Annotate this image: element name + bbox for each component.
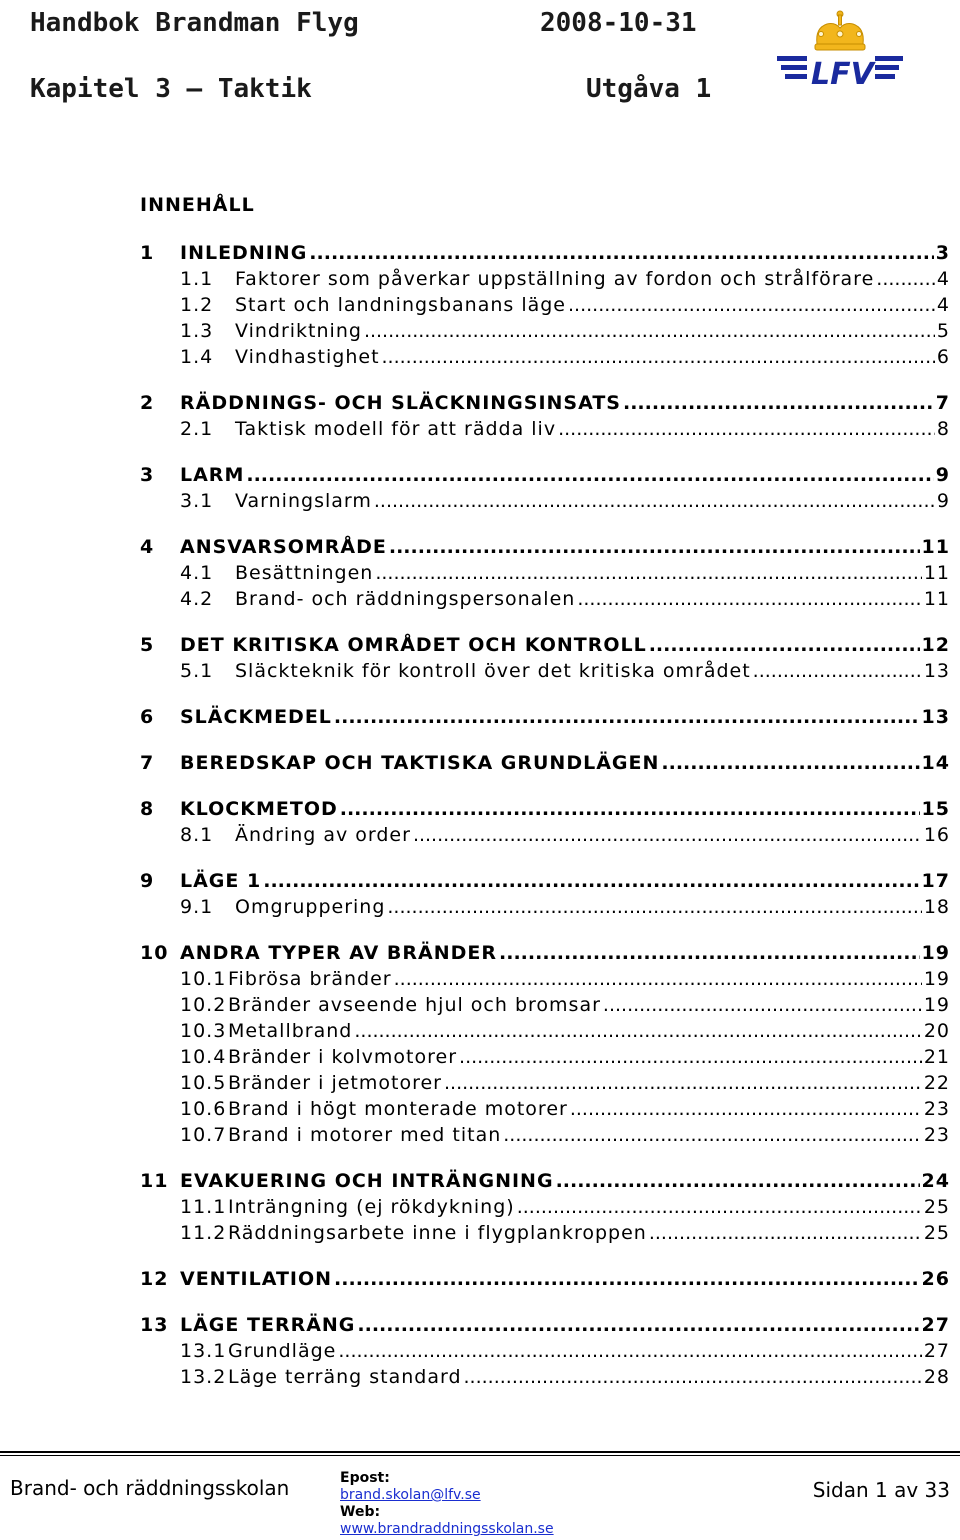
toc-entry-number: 10.5 xyxy=(180,1072,227,1094)
toc-entry-title: Vindhastighet xyxy=(235,346,380,368)
toc-leader-dots xyxy=(387,894,921,920)
toc-leader-dots xyxy=(263,868,919,894)
toc-entry-title: Start och landningsbanans läge xyxy=(235,294,566,316)
toc-entry-number: 1.1 xyxy=(180,268,214,290)
toc-entry[interactable] xyxy=(140,658,950,684)
toc-heading: INNEHÅLL xyxy=(140,194,255,216)
toc-entry[interactable] xyxy=(140,822,950,848)
toc-entry-title: EVAKUERING OCH INTRÄNGNING xyxy=(180,1170,554,1192)
toc-entry[interactable] xyxy=(140,992,950,1018)
toc-entry[interactable] xyxy=(140,416,950,442)
toc-entry-title: LÄGE 1 xyxy=(180,870,262,892)
toc-entry-title: ANDRA TYPER AV BRÄNDER xyxy=(180,942,498,964)
toc-entry-number: 1.3 xyxy=(180,320,214,342)
toc-entry-page: 11 xyxy=(923,588,950,610)
toc-entry-page: 26 xyxy=(921,1268,950,1290)
toc-leader-dots xyxy=(649,1220,922,1246)
toc-entry-page: 20 xyxy=(923,1020,950,1042)
toc-entry[interactable] xyxy=(140,1168,950,1194)
toc-entry-title: Bränder i kolvmotorer xyxy=(228,1046,458,1068)
toc-entry[interactable] xyxy=(140,894,950,920)
toc-entry-title: Bränder avseende hjul och bromsar xyxy=(228,994,601,1016)
toc-entry-title: LÄGE TERRÄNG xyxy=(180,1314,356,1336)
toc-leader-dots xyxy=(464,1364,922,1390)
toc-entry-number: 4 xyxy=(140,536,155,558)
svg-text:LFV: LFV xyxy=(811,57,874,92)
toc-entry-page: 24 xyxy=(921,1170,950,1192)
toc-entry-number: 4.1 xyxy=(180,562,214,584)
toc-entry-title: INLEDNING xyxy=(180,242,308,264)
toc-entry[interactable] xyxy=(140,344,950,370)
toc-leader-dots xyxy=(375,560,921,586)
toc-entry-number: 10.1 xyxy=(180,968,227,990)
toc-entry-number: 13.2 xyxy=(180,1366,227,1388)
toc-entry-page: 5 xyxy=(936,320,950,342)
toc-entry[interactable] xyxy=(140,390,950,416)
toc-entry[interactable] xyxy=(140,1018,950,1044)
toc-entry-title: Besättningen xyxy=(235,562,374,584)
toc-leader-dots xyxy=(556,1168,920,1194)
toc-entry[interactable] xyxy=(140,632,950,658)
toc-entry-page: 17 xyxy=(921,870,950,892)
toc-entry-title: Grundläge xyxy=(228,1340,337,1362)
toc-entry-number: 3 xyxy=(140,464,155,486)
toc-entry-page: 4 xyxy=(936,294,950,316)
toc-entry-title: Brand i högt monterade motorer xyxy=(228,1098,568,1120)
toc-entry-title: Faktorer som påverkar uppställning av fordon och strålförare xyxy=(235,268,875,290)
toc-entry-title: BEREDSKAP OCH TAKTISKA GRUNDLÄGEN xyxy=(180,752,660,774)
toc-entry[interactable] xyxy=(140,586,950,612)
toc-entry-number: 4.2 xyxy=(180,588,214,610)
toc-entry-page: 23 xyxy=(923,1124,950,1146)
toc-entry-number: 10.7 xyxy=(180,1124,227,1146)
toc-entry-number: 1 xyxy=(140,242,155,264)
toc-entry-page: 25 xyxy=(923,1196,950,1218)
toc-leader-dots xyxy=(568,292,935,318)
toc-entry-number: 7 xyxy=(140,752,155,774)
toc-leader-dots xyxy=(389,534,920,560)
toc-entry[interactable] xyxy=(140,462,950,488)
toc-entry[interactable] xyxy=(140,560,950,586)
toc-entry-title: Metallbrand xyxy=(228,1020,353,1042)
toc-entry-number: 10.3 xyxy=(180,1020,227,1042)
toc-leader-dots xyxy=(382,344,935,370)
toc-leader-dots xyxy=(753,658,922,684)
toc-entry-page: 13 xyxy=(923,660,950,682)
toc-entry-number: 1.2 xyxy=(180,294,214,316)
toc-entry-page: 22 xyxy=(923,1072,950,1094)
footer-school-name: Brand- och räddningsskolan xyxy=(10,1476,290,1500)
toc-entry[interactable] xyxy=(140,1220,950,1246)
toc-leader-dots xyxy=(517,1194,922,1220)
page-indicator: Sidan 1 av 33 xyxy=(812,1478,950,1502)
toc-entry-title: Brand- och räddningspersonalen xyxy=(235,588,576,610)
toc-entry-number: 12 xyxy=(140,1268,169,1290)
toc-entry[interactable] xyxy=(140,240,950,266)
toc-entry[interactable] xyxy=(140,868,950,894)
toc-entry-title: Varningslarm xyxy=(235,490,372,512)
toc-entry-page: 6 xyxy=(936,346,950,368)
toc-entry[interactable] xyxy=(140,1070,950,1096)
toc-entry-number: 1.4 xyxy=(180,346,214,368)
toc-entry[interactable] xyxy=(140,1338,950,1364)
toc-leader-dots xyxy=(444,1070,922,1096)
toc-entry-title: Fibrösa bränder xyxy=(228,968,392,990)
toc-leader-dots xyxy=(338,1338,921,1364)
toc-leader-dots xyxy=(374,488,935,514)
toc-entry-title: Vindriktning xyxy=(235,320,362,342)
toc-entry-number: 11.2 xyxy=(180,1222,227,1244)
crown-icon xyxy=(815,11,865,50)
toc-leader-dots xyxy=(649,632,920,658)
toc-entry-title: Brand i motorer med titan xyxy=(228,1124,502,1146)
toc-entry-page: 11 xyxy=(923,562,950,584)
toc-entry[interactable] xyxy=(140,266,950,292)
toc-entry-number: 13 xyxy=(140,1314,169,1336)
toc-entry-number: 2.1 xyxy=(180,418,214,440)
toc-entry[interactable] xyxy=(140,966,950,992)
document-date: 2008-10-31 xyxy=(540,8,697,38)
toc-entry[interactable] xyxy=(140,1364,950,1390)
toc-entry-title: Ändring av order xyxy=(235,824,411,846)
toc-entry-page: 13 xyxy=(921,706,950,728)
toc-entry-title: Taktisk modell för att rädda liv xyxy=(235,418,557,440)
toc-entry[interactable] xyxy=(140,318,950,344)
toc-entry[interactable] xyxy=(140,534,950,560)
toc-entry[interactable] xyxy=(140,1044,950,1070)
toc-entry-page: 11 xyxy=(921,536,950,558)
toc-entry[interactable] xyxy=(140,1122,950,1148)
lfv-logo xyxy=(775,4,905,92)
toc-leader-dots xyxy=(334,704,920,730)
toc-entry-page: 23 xyxy=(923,1098,950,1120)
toc-entry-number: 5.1 xyxy=(180,660,214,682)
toc-entry-page: 27 xyxy=(923,1340,950,1362)
toc-entry-title: KLOCKMETOD xyxy=(180,798,338,820)
lfv-wordmark xyxy=(777,56,903,92)
toc-leader-dots xyxy=(623,390,934,416)
toc-entry-page: 21 xyxy=(923,1046,950,1068)
toc-entry-page: 28 xyxy=(923,1366,950,1388)
toc-entry-number: 6 xyxy=(140,706,155,728)
toc-leader-dots xyxy=(558,416,935,442)
toc-entry-page: 12 xyxy=(921,634,950,656)
email-label: Epost: xyxy=(340,1470,390,1486)
toc-entry-title: Släckteknik för kontroll över det kritiska området xyxy=(235,660,751,682)
toc-entry-title: Omgruppering xyxy=(235,896,386,918)
toc-entry-page: 7 xyxy=(935,392,950,414)
toc-entry[interactable] xyxy=(140,796,950,822)
toc-entry-page: 9 xyxy=(936,490,950,512)
toc-entry-title: Räddningsarbete inne i flygplankroppen xyxy=(228,1222,647,1244)
toc-leader-dots xyxy=(413,822,922,848)
toc-leader-dots xyxy=(577,586,921,612)
toc-entry[interactable] xyxy=(140,940,950,966)
toc-entry-page: 25 xyxy=(923,1222,950,1244)
toc-entry-title: RÄDDNINGS- OCH SLÄCKNINGSINSATS xyxy=(180,392,621,414)
toc-entry-number: 5 xyxy=(140,634,155,656)
toc-entry-page: 16 xyxy=(923,824,950,846)
toc-entry-number: 10 xyxy=(140,942,169,964)
toc-leader-dots xyxy=(570,1096,922,1122)
toc-leader-dots xyxy=(246,462,933,488)
toc-entry-title: Bränder i jetmotorer xyxy=(228,1072,442,1094)
toc-entry-number: 9.1 xyxy=(180,896,214,918)
toc-entry-number: 10.2 xyxy=(180,994,227,1016)
toc-leader-dots xyxy=(364,318,935,344)
toc-entry-title: LARM xyxy=(180,464,245,486)
toc-entry-number: 10.4 xyxy=(180,1046,227,1068)
toc-leader-dots xyxy=(503,1122,922,1148)
toc-entry[interactable] xyxy=(140,1194,950,1220)
toc-entry-page: 14 xyxy=(921,752,950,774)
toc-leader-dots xyxy=(394,966,922,992)
toc-entry-page: 18 xyxy=(923,896,950,918)
toc-leader-dots xyxy=(340,796,920,822)
toc-entry[interactable] xyxy=(140,488,950,514)
toc-leader-dots xyxy=(603,992,922,1018)
footer-divider xyxy=(0,1451,960,1453)
toc-entry-page: 9 xyxy=(935,464,950,486)
toc-entry-page: 19 xyxy=(923,994,950,1016)
toc-entry-number: 11.1 xyxy=(180,1196,227,1218)
toc-entry-title: Inträngning (ej rökdykning) xyxy=(228,1196,515,1218)
toc-entry-number: 11 xyxy=(140,1170,169,1192)
web-link[interactable]: www.brandraddningsskolan.se xyxy=(340,1521,554,1537)
toc-entry-title: Läge terräng standard xyxy=(228,1366,462,1388)
toc-entry-page: 15 xyxy=(921,798,950,820)
toc-entry-number: 9 xyxy=(140,870,155,892)
toc-entry[interactable] xyxy=(140,1096,950,1122)
table-of-contents xyxy=(140,224,950,1390)
toc-entry-page: 19 xyxy=(923,968,950,990)
footer-contact xyxy=(340,1470,554,1538)
chapter-title: Kapitel 3 — Taktik xyxy=(30,74,312,104)
toc-entry-title: SLÄCKMEDEL xyxy=(180,706,332,728)
toc-entry-number: 3.1 xyxy=(180,490,214,512)
toc-entry-page: 8 xyxy=(936,418,950,440)
document-title: Handbok Brandman Flyg xyxy=(30,8,359,38)
toc-entry[interactable] xyxy=(140,704,950,730)
toc-entry-number: 8 xyxy=(140,798,155,820)
toc-entry[interactable] xyxy=(140,1312,950,1338)
toc-leader-dots xyxy=(357,1312,919,1338)
toc-entry-number: 8.1 xyxy=(180,824,214,846)
toc-entry[interactable] xyxy=(140,750,950,776)
web-label: Web: xyxy=(340,1504,381,1520)
toc-entry-number: 13.1 xyxy=(180,1340,227,1362)
footer-divider-thin xyxy=(0,1455,960,1456)
toc-entry-title: ANSVARSOMRÅDE xyxy=(180,536,387,558)
toc-leader-dots xyxy=(334,1266,920,1292)
toc-entry-number: 10.6 xyxy=(180,1098,227,1120)
toc-leader-dots xyxy=(876,266,935,292)
toc-entry-page: 27 xyxy=(921,1314,950,1336)
toc-leader-dots xyxy=(499,940,920,966)
toc-entry-page: 3 xyxy=(935,242,950,264)
toc-leader-dots xyxy=(309,240,933,266)
toc-leader-dots xyxy=(354,1018,921,1044)
toc-leader-dots xyxy=(459,1044,922,1070)
toc-entry-page: 4 xyxy=(936,268,950,290)
toc-entry-page: 19 xyxy=(921,942,950,964)
email-link[interactable]: brand.skolan@lfv.se xyxy=(340,1487,481,1503)
toc-leader-dots xyxy=(661,750,919,776)
toc-entry-title: DET KRITISKA OMRÅDET OCH KONTROLL xyxy=(180,634,647,656)
toc-entry[interactable] xyxy=(140,1266,950,1292)
toc-entry[interactable] xyxy=(140,292,950,318)
edition-label: Utgåva 1 xyxy=(586,74,712,104)
toc-entry-title: VENTILATION xyxy=(180,1268,333,1290)
toc-entry-number: 2 xyxy=(140,392,155,414)
